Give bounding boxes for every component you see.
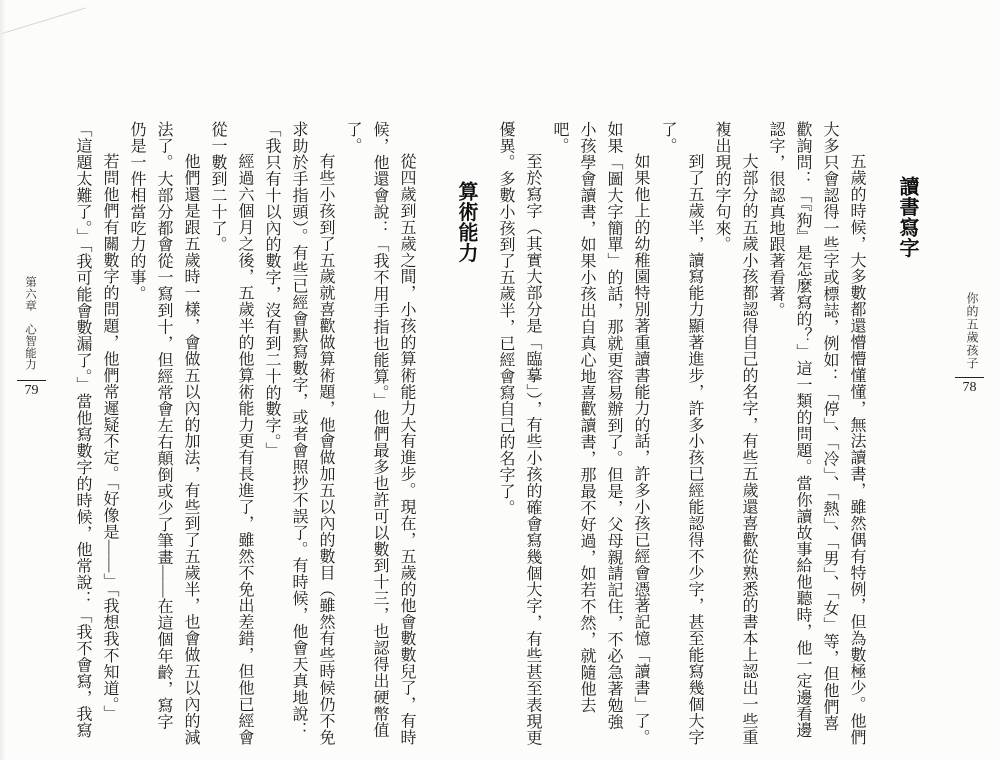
page-number-rule [17,380,46,381]
page-number-rule [955,377,984,378]
paragraph: 經過六個月之後，五歲半的他算術能力更有長進了，雖然不免出差錯，但他已經會從一數到二十了。 [209,121,253,746]
page-number: 78 [962,380,977,395]
body-text-right [497,121,870,746]
body-text-left [64,121,420,746]
running-title-book: 你的五歲孩子 [965,292,979,370]
paragraph: 五歲的時候，大多數都還懵懵懂懂，無法讀書，雖然偶有特例，但為數極少。他們大多只會認得一些字或標誌，例如：「停」、「冷」、「熱」、「男」、「女」等，但他們喜歡詢問：「『狗』是怎麼寫的？」這一類的問題。當你讀故事給他聽時，他一定邊看邊認字，很認真地跟著看著。 [767,121,865,746]
paragraph: 到了五歲半，讀寫能力顯著進步，許多小孩已經能認得不少字，甚至能寫幾個大字了。 [659,121,703,746]
scan-artifact-line [0,7,86,37]
scan-edge-shadow [0,0,6,760]
running-title-chapter: 第六章 心智能力 [24,276,36,371]
section-title-reading-writing: 讀書寫字 [896,176,918,258]
page-number: 79 [24,383,39,398]
paragraph: 如果他上的幼稚園特別著重讀書能力的話，許多小孩已經會憑著記憶「讀書」了。如果「圖大字簡單」的話，那就更容易辦到了。但是，父母親請記住，不必急著勉強小孩學會讀書，如果小孩出自真心地喜歡讀書，那最不好過，如若不然，就隨他去吧。 [551,121,649,746]
paragraph: 若問他們有關數字的問題，他們常遲疑不定。「好像是——」「我想我不知道。」「這題太難了。」「我可能會數漏了。」當他寫數字的時候，他常說：「我不會寫，我寫 [74,121,118,739]
paragraph: 從四歲到五歲之間，小孩的算術能力大有進步。現在，五歲的他會數數兒了，有時候，他還會說：「我不用手指也能算。」他們最多也許可以數到十三，也認得出硬幣值了。 [344,121,415,746]
paragraph: 他們還是跟五歲時一樣，會做五以內的加法，有些到了五歲半，也會做五以內的減法了。大部分都會從一寫到十，但經常會左右顛倒或少了筆畫——在這個年齡，寫字仍是一件相當吃力的事。 [128,121,199,746]
paragraph: 大部分的五歲小孩都認得自己的名字，有些五歲還喜歡從熟悉的書本上認出一些重複出現的字句來。 [713,121,757,746]
paragraph: 至於寫字（其實大部分是「臨摹」），有些小孩的確會寫幾個大字，有些甚至表現更優異。多數小孩到了五歲半，已經會寫自己的名字了。 [497,121,541,746]
paragraph: 有些小孩到了五歲就喜歡做算術題，他會做加五以內的數目（雖然有些時候仍不免求助於手指頭）。有些已經會默寫數字，或者會照抄不誤了。有時候，他會天真地說：「我只有十以內的數字，沒有到二十的數字。」 [263,121,334,746]
section-title-arithmetic: 算術能力 [455,181,477,263]
